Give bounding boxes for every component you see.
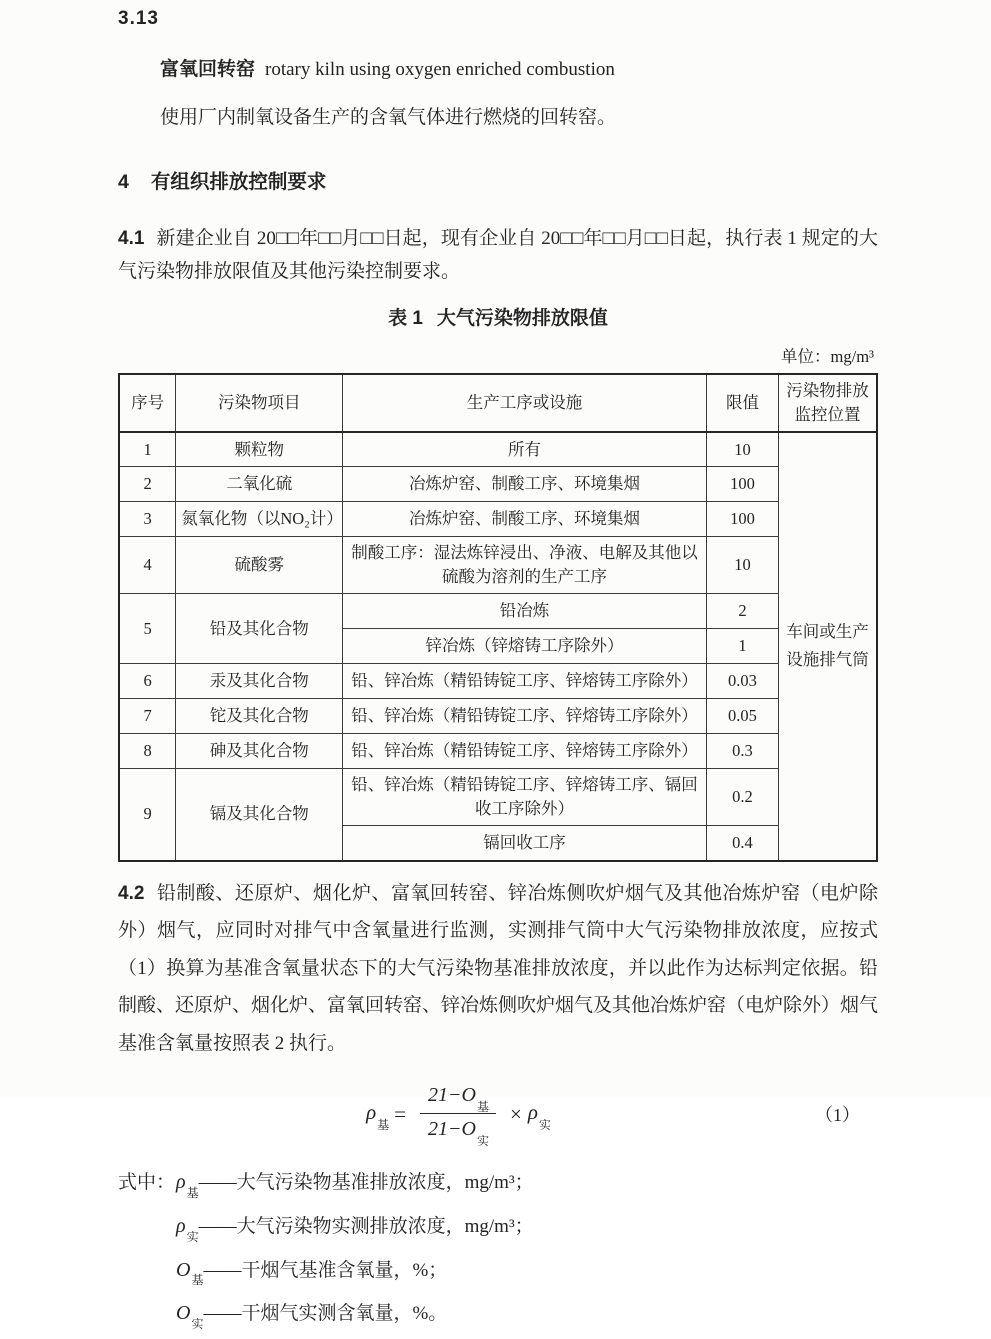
- cell-monitor-location: 车间或生产设施排气筒: [778, 432, 877, 861]
- where-label: 式中：: [118, 1172, 176, 1194]
- table-header-row: [119, 374, 877, 432]
- cell-pollutant: 砷及其化合物: [176, 734, 343, 769]
- cell-process: 铅、锌冶炼（精铅铸锭工序、锌熔铸工序除外）: [343, 664, 707, 699]
- symbol-subscript: 基: [191, 1273, 204, 1288]
- clause-4-1-text: 新建企业自 20□□年□□月□□日起，现有企业自 20□□年□□月□□日起，执行表 1 规定的大气污染物排放限值及其他污染控制要求。: [118, 228, 878, 282]
- cell-limit: 100: [706, 502, 778, 537]
- formula-denominator-subscript: 实: [476, 1134, 489, 1149]
- table-row: [119, 594, 877, 629]
- table-row: [119, 537, 877, 594]
- table-row: [119, 734, 877, 769]
- table-row: [119, 502, 877, 537]
- symbol-definition: [176, 1208, 878, 1252]
- cell-process: 铅、锌冶炼（精铅铸锭工序、锌熔铸工序除外）: [343, 734, 707, 769]
- cell-no: 8: [119, 734, 176, 769]
- cell-process: 镉回收工序: [343, 826, 707, 861]
- cell-pollutant: 颗粒物: [176, 432, 343, 467]
- formula-fraction: [420, 1084, 496, 1149]
- section-4-heading: [118, 166, 878, 194]
- table-1-caption-number: 表 1: [388, 308, 423, 329]
- cell-limit: 0.4: [706, 826, 778, 861]
- cell-no: 7: [119, 699, 176, 734]
- emission-limits-table: [118, 373, 878, 862]
- cell-no: 4: [119, 537, 176, 594]
- clause-4-2-text: 铅制酸、还原炉、烟化炉、富氧回转窑、锌冶炼侧吹炉烟气及其他冶炼炉窑（电炉除外）烟气，应同时对排气中含氧量进行监测，实测排气筒中大气污染物排放浓度，应按式（1）换算为基准含氧量状态下的大气污染物基准排放浓度，并以此作为达标判定依据。铅制酸、还原炉、烟化炉、富氧回转窑、锌冶炼侧吹炉烟气及其他冶炼炉窑（电炉除外）烟气基准含氧量按照表 2 执行。: [118, 882, 879, 1054]
- header-limit: 限值: [706, 374, 778, 432]
- clause-4-1-paragraph: [118, 222, 878, 288]
- cell-no: 9: [119, 769, 176, 861]
- cell-limit: 0.3: [706, 734, 778, 769]
- symbol-description: ——干烟气实测含氧量，%。: [203, 1303, 448, 1325]
- formula-rhs-symbol: ρ: [527, 1099, 538, 1124]
- symbol-definition: [176, 1295, 878, 1339]
- cell-process: 铅、锌冶炼（精铅铸锭工序、锌熔铸工序、镉回收工序除外）: [343, 769, 707, 826]
- formula-lhs-symbol: ρ: [366, 1099, 377, 1124]
- table-1-caption: [118, 303, 878, 330]
- cell-process: 锌冶炼（锌熔铸工序除外）: [343, 629, 707, 664]
- symbol-rho-measured: ρ: [176, 1214, 186, 1237]
- cell-pollutant: 汞及其化合物: [176, 664, 343, 699]
- cell-limit: 2: [706, 594, 778, 629]
- cell-process: 制酸工序：湿法炼锌浸出、净液、电解及其他以硫酸为溶剂的生产工序: [343, 537, 707, 594]
- header-monitor-location: 污染物排放监控位置: [778, 374, 877, 432]
- formula-rhs-subscript: 实: [538, 1118, 551, 1133]
- table-row: [119, 467, 877, 502]
- equals-sign: =: [394, 1101, 407, 1126]
- clause-4-2-number: 4.2: [118, 882, 145, 904]
- header-serial-no: 序号: [119, 374, 176, 432]
- formula-1: [366, 1084, 551, 1149]
- header-process: 生产工序或设施: [343, 374, 707, 432]
- symbol-definition-list: [176, 1164, 878, 1339]
- term-definition-line: [118, 54, 878, 81]
- section-4-title: 有组织排放控制要求: [150, 171, 327, 193]
- cell-process: 铅冶炼: [343, 594, 707, 629]
- clause-4-1-number: 4.1: [118, 228, 145, 249]
- cell-no: 2: [119, 467, 176, 502]
- term-definition-text: 使用厂内制氧设备生产的含氧气体进行燃烧的回转窑。: [160, 107, 617, 128]
- formula-numerator: 21−O: [428, 1084, 476, 1107]
- term-chinese: 富氧回转窑: [160, 59, 256, 80]
- clause-4-2-paragraph: [118, 875, 878, 1063]
- symbol-o-measured: O: [176, 1302, 191, 1325]
- cell-pollutant: 硫酸雾: [176, 537, 343, 594]
- cell-limit: 100: [706, 467, 778, 502]
- formula-1-row: [118, 1078, 878, 1150]
- cell-limit: 0.05: [706, 699, 778, 734]
- table-1-caption-title: 大气污染物排放限值: [436, 308, 608, 329]
- table-row: [119, 664, 877, 699]
- cell-pollutant: 二氧化硫: [176, 467, 343, 502]
- cell-limit: 10: [706, 432, 778, 467]
- cell-no: 5: [119, 594, 176, 664]
- cell-no: 1: [119, 432, 176, 467]
- cell-pollutant: 铊及其化合物: [176, 699, 343, 734]
- cell-pollutant: 氮氧化物（以NO₂计）: [176, 502, 343, 537]
- symbol-subscript: 实: [191, 1317, 204, 1332]
- section-4-number: 4: [118, 171, 129, 193]
- symbol-description: ——大气污染物实测排放浓度，mg/m³；: [198, 1215, 534, 1237]
- cell-process: 所有: [343, 432, 707, 467]
- cell-limit: 0.2: [706, 769, 778, 826]
- table-row: [119, 699, 877, 734]
- symbol-description: ——干烟气基准含氧量，%；: [203, 1259, 448, 1281]
- equation-number: （1）: [815, 1105, 860, 1126]
- symbol-o-base: O: [176, 1258, 191, 1281]
- symbol-rho-base: ρ: [176, 1171, 186, 1194]
- header-pollutant: 污染物项目: [176, 374, 343, 432]
- cell-pollutant: 铅及其化合物: [176, 594, 343, 664]
- cell-limit: 1: [706, 629, 778, 664]
- cell-process: 铅、锌冶炼（精铅铸锭工序、锌熔铸工序除外）: [343, 699, 707, 734]
- symbol-definition: [176, 1164, 878, 1208]
- term-english: rotary kiln using oxygen enriched combustion: [265, 59, 615, 80]
- multiply-sign: ×: [509, 1101, 522, 1126]
- formula-denominator: 21−O: [428, 1118, 476, 1141]
- cell-pollutant: 镉及其化合物: [176, 769, 343, 861]
- formula-lhs-subscript: 基: [377, 1118, 390, 1133]
- cell-no: 3: [119, 502, 176, 537]
- formula-numerator-subscript: 基: [476, 1100, 489, 1115]
- cell-process: 冶炼炉窑、制酸工序、环境集烟: [343, 502, 707, 537]
- table-row: [119, 432, 877, 467]
- clause-number-3-13: 3.13: [118, 8, 159, 29]
- formula-where-block: [118, 1164, 878, 1339]
- table-unit-label: 单位：mg/m³: [781, 347, 874, 366]
- symbol-subscript: 实: [186, 1229, 199, 1244]
- symbol-subscript: 基: [186, 1185, 199, 1200]
- symbol-definition: [176, 1252, 878, 1296]
- cell-process: 冶炼炉窑、制酸工序、环境集烟: [343, 467, 707, 502]
- cell-limit: 0.03: [706, 664, 778, 699]
- cell-no: 6: [119, 664, 176, 699]
- symbol-description: ——大气污染物基准排放浓度，mg/m³；: [198, 1172, 534, 1194]
- table-row: [119, 769, 877, 826]
- cell-limit: 10: [706, 537, 778, 594]
